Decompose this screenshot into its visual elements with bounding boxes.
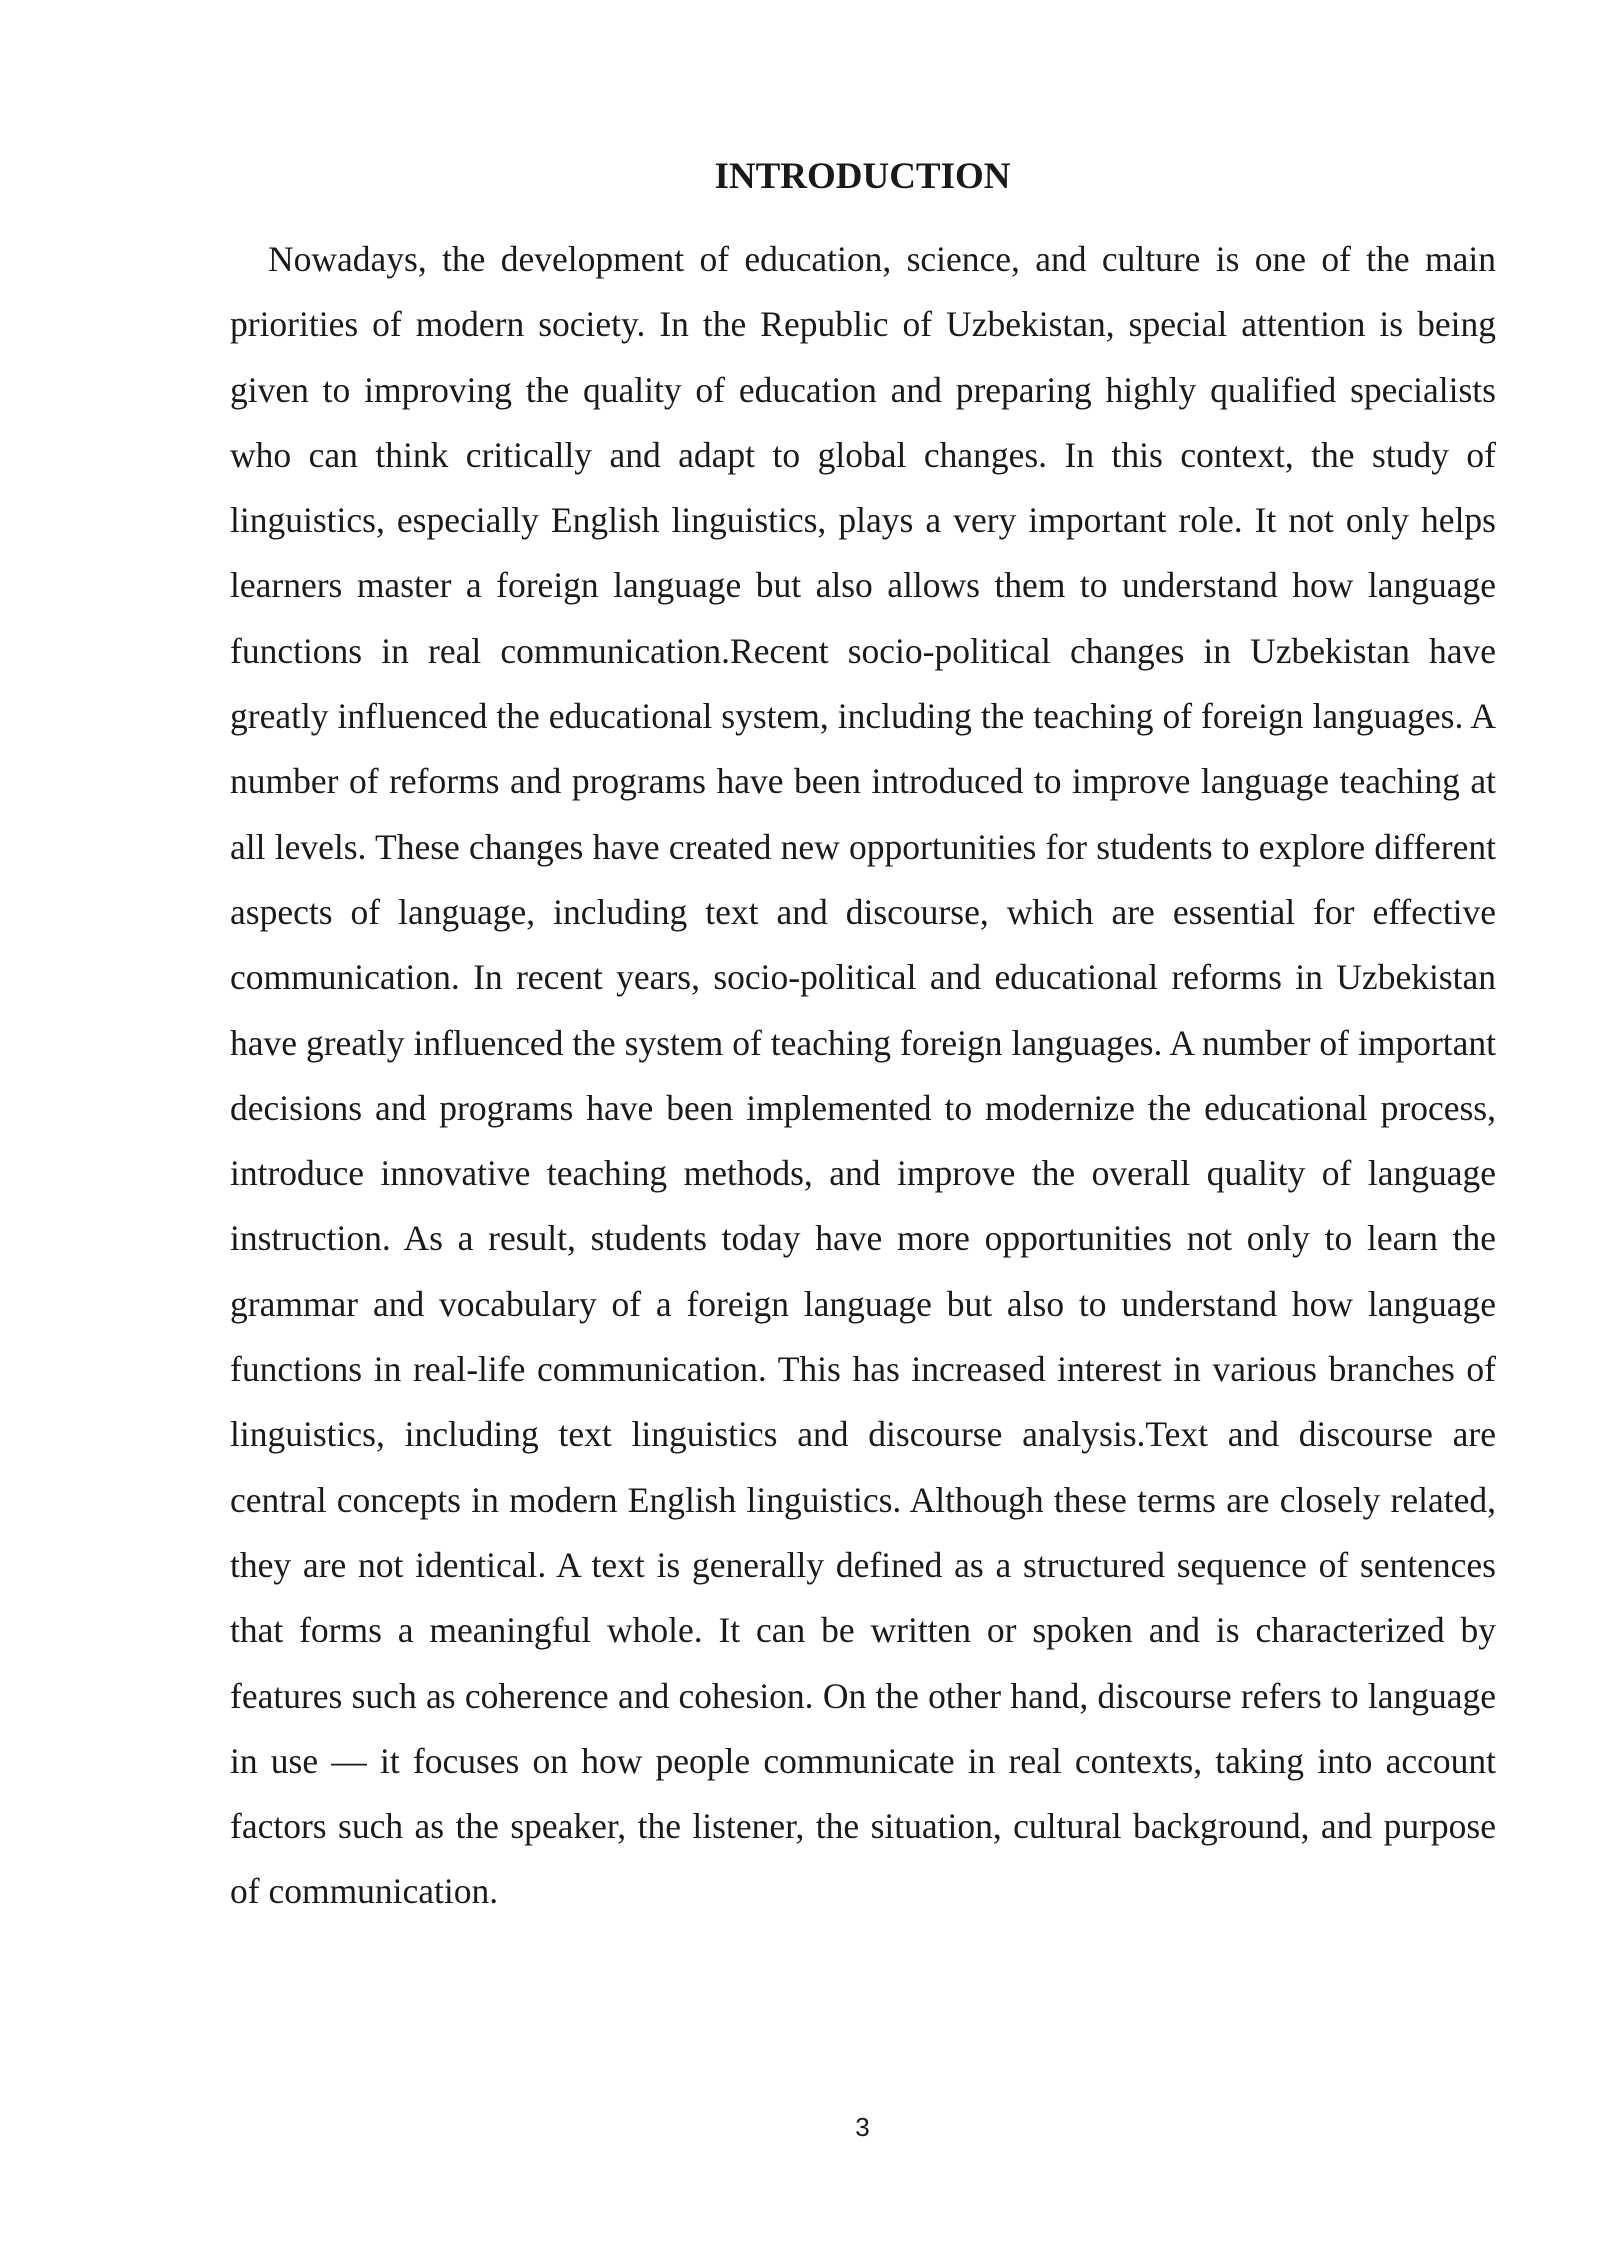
section-heading: INTRODUCTION bbox=[714, 156, 1011, 197]
page-number: 3 bbox=[855, 2112, 870, 2142]
body-paragraph: Nowadays, the development of education, science, and culture is one of the main priorities of modern society. In the Republic of Uzbekistan, special attention is being given to improving the quality of education and preparing highly qualified specialists who can think critically and adapt to global changes. In this context, the study of linguistics, especially English linguistics, plays a very important role. It not only helps learners master a foreign language but also allows them to understand how language functions in real communication.Recent socio-political changes in Uzbekistan have greatly influenced the educational system, including the teaching of foreign languages. A number of reforms and programs have been introduced to improve language teaching at all levels. These changes have created new opportunities for students to explore different aspects of language, including text and discourse, which are essential for effective communication. In recent years, socio-political and educational reforms in Uzbekistan have greatly influenced the system of teaching foreign languages. A number of important decisions and programs have been implemented to modernize the educational process, introduce innovative teaching methods, and improve the overall quality of language instruction. As a result, students today have more opportunities not only to learn the grammar and vocabulary of a foreign language but also to understand how language functions in real-life communication. This has increased interest in various branches of linguistics, including text linguistics and discourse analysis.Text and discourse are central concepts in modern English linguistics. Although these terms are closely related, they are not identical. A text is generally defined as a structured sequence of sentences that forms a meaningful whole. It can be written or spoken and is characterized by features such as coherence and cohesion. On the other hand, discourse refers to language in use — it focuses on how people communicate in real contexts, taking into account factors such as the speaker, the listener, the situation, cultural background, and purpose of communication. bbox=[230, 239, 1496, 1912]
